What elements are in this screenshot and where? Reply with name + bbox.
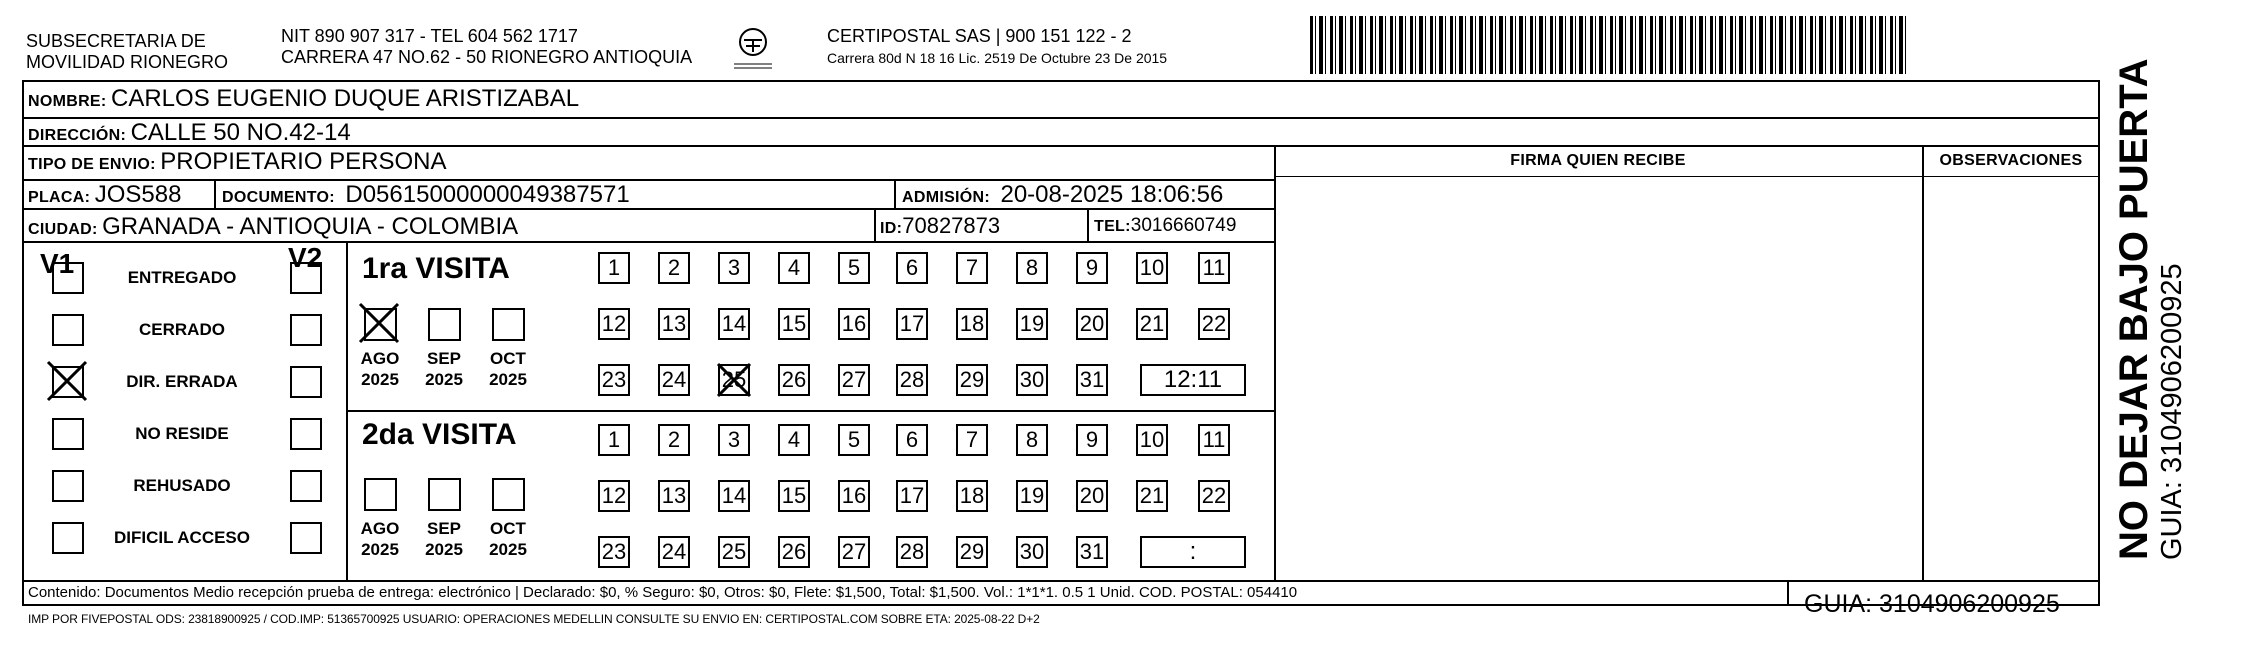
month-checkbox[interactable] — [364, 478, 397, 511]
day-box[interactable]: 12 — [598, 480, 630, 512]
day-box[interactable]: 8 — [1016, 424, 1048, 456]
day-box[interactable]: 30 — [1016, 536, 1048, 568]
day-box[interactable]: 25 — [718, 536, 750, 568]
day-box[interactable]: 16 — [838, 480, 870, 512]
direccion-value: CALLE 50 NO.42-14 — [130, 119, 351, 146]
day-box[interactable]: 23 — [598, 364, 630, 396]
v2-checkbox[interactable] — [290, 366, 322, 398]
v2-checkbox[interactable] — [290, 262, 322, 294]
day-box[interactable]: 20 — [1076, 308, 1108, 340]
org-line1: SUBSECRETARIA DE — [26, 31, 206, 51]
no-dejar-notice: NO DEJAR BAJO PUERTA — [2112, 58, 2156, 560]
side-notice — [2112, 58, 2188, 560]
nombre-value: CARLOS EUGENIO DUQUE ARISTIZABAL — [111, 85, 580, 112]
ciudad-value: GRANADA - ANTIOQUIA - COLOMBIA — [102, 213, 519, 240]
nombre-row — [28, 85, 579, 113]
day-box[interactable]: 6 — [896, 424, 928, 456]
visit1-title: 1ra VISITA — [362, 252, 510, 285]
courier-line2: Carrera 80d N 18 16 Lic. 2519 De Octubre 23 De 2015 — [827, 50, 1168, 66]
status-label: DIFICIL ACCESO — [113, 528, 250, 547]
day-box[interactable]: 3 — [718, 424, 750, 456]
day-box[interactable]: 31 — [1076, 536, 1108, 568]
day-box[interactable]: 17 — [896, 480, 928, 512]
day-box[interactable]: 18 — [956, 308, 988, 340]
month-name: SEP — [426, 349, 462, 368]
month-label — [486, 348, 530, 390]
day-box[interactable]: 5 — [838, 424, 870, 456]
admision-row — [902, 181, 1223, 209]
day-box[interactable]: 9 — [1076, 252, 1108, 284]
day-box[interactable]: 29 — [956, 364, 988, 396]
courier-info — [827, 26, 1167, 67]
day-box[interactable]: 28 — [896, 536, 928, 568]
day-box[interactable]: 26 — [778, 536, 810, 568]
observaciones-header — [1924, 152, 2098, 170]
month-checkbox[interactable] — [492, 308, 525, 341]
day-box[interactable]: 21 — [1136, 308, 1168, 340]
barcode-icon — [1310, 16, 1910, 74]
documento-row — [222, 181, 630, 209]
courier-line1: CERTIPOSTAL SAS | 900 151 122 - 2 — [827, 26, 1132, 46]
org-name — [26, 31, 228, 73]
day-box[interactable]: 26 — [778, 364, 810, 396]
day-box[interactable]: 27 — [838, 364, 870, 396]
day-box[interactable]: 22 — [1198, 308, 1230, 340]
certipostal-logo-icon — [732, 26, 774, 72]
month-year: 2025 — [489, 370, 527, 389]
month-checkbox[interactable] — [428, 478, 461, 511]
day-box[interactable]: 25 — [718, 364, 750, 396]
month-name: OCT — [490, 349, 526, 368]
footer-line2: IMP POR FIVEPOSTAL ODS: 23818900925 / COD.IMP: 51365700925 USUARIO: OPERACIONES MEDELLIN CONSULTE SU ENVIO EN: CERTIPOSTAL.COM SOBRE ETA: 2025-08-22 D+2 — [28, 612, 1040, 626]
day-box[interactable]: 8 — [1016, 252, 1048, 284]
delivery-form — [22, 80, 2100, 626]
month-name: AGO — [360, 519, 400, 538]
day-box[interactable]: 16 — [838, 308, 870, 340]
direccion-row — [28, 119, 351, 147]
id-value: 70827873 — [902, 213, 1001, 238]
admision-label: ADMISIÓN: — [902, 189, 991, 206]
v2-checkbox[interactable] — [290, 470, 322, 502]
day-box[interactable]: 23 — [598, 536, 630, 568]
day-box[interactable]: 31 — [1076, 364, 1108, 396]
month-name: AGO — [360, 349, 400, 368]
v2-checkbox[interactable] — [290, 522, 322, 554]
documento-value: D05615000000049387571 — [345, 181, 630, 208]
day-box[interactable]: 4 — [778, 424, 810, 456]
time-field[interactable]: : — [1140, 536, 1246, 568]
firma-header — [1274, 152, 1922, 170]
placa-row — [28, 181, 181, 209]
day-box[interactable]: 24 — [658, 364, 690, 396]
day-box[interactable]: 21 — [1136, 480, 1168, 512]
month-label — [358, 348, 402, 390]
status-label: ENTREGADO — [127, 268, 237, 287]
day-box[interactable]: 19 — [1016, 308, 1048, 340]
month-checkbox[interactable] — [492, 478, 525, 511]
address-line: CARRERA 47 NO.62 - 50 RIONEGRO ANTIOQUIA — [281, 47, 693, 67]
documento-label: DOCUMENTO: — [222, 189, 335, 206]
day-box[interactable]: 14 — [718, 480, 750, 512]
visit2-title: 2da VISITA — [362, 418, 517, 451]
id-row — [880, 213, 1000, 239]
day-box[interactable]: 13 — [658, 308, 690, 340]
month-label — [486, 518, 530, 560]
x-mark-icon — [358, 302, 400, 344]
day-box[interactable]: 20 — [1076, 480, 1108, 512]
x-mark-icon — [716, 362, 752, 398]
status-label: REHUSADO — [133, 476, 231, 495]
day-box[interactable]: 15 — [778, 308, 810, 340]
day-box[interactable]: 15 — [778, 480, 810, 512]
day-box[interactable]: 14 — [718, 308, 750, 340]
placa-value: JOS588 — [94, 181, 182, 208]
month-label — [422, 348, 466, 390]
day-box[interactable]: 22 — [1198, 480, 1230, 512]
day-box[interactable]: 1 — [598, 424, 630, 456]
v1-checkbox[interactable] — [52, 418, 84, 450]
nombre-label: NOMBRE: — [28, 93, 107, 110]
day-box[interactable]: 2 — [658, 252, 690, 284]
v1-label: V1 — [40, 248, 75, 279]
day-box[interactable]: 7 — [956, 424, 988, 456]
v2-checkbox[interactable] — [290, 314, 322, 346]
month-year: 2025 — [425, 540, 463, 559]
v1-checkbox[interactable] — [52, 314, 84, 346]
day-box[interactable]: 11 — [1198, 252, 1230, 284]
month-name: OCT — [490, 519, 526, 538]
day-box[interactable]: 29 — [956, 536, 988, 568]
ciudad-row — [28, 213, 518, 241]
month-checkbox[interactable] — [428, 308, 461, 341]
day-box[interactable]: 1 — [598, 252, 630, 284]
day-box[interactable]: 2 — [658, 424, 690, 456]
direccion-label: DIRECCIÓN: — [28, 127, 127, 144]
admision-value: 20-08-2025 18:06:56 — [1000, 181, 1224, 208]
day-box[interactable]: 28 — [896, 364, 928, 396]
day-box[interactable]: 9 — [1076, 424, 1108, 456]
day-box[interactable]: 27 — [838, 536, 870, 568]
day-box[interactable]: 5 — [838, 252, 870, 284]
placa-label: PLACA: — [28, 189, 91, 206]
id-label: ID: — [880, 220, 903, 237]
v1-checkbox[interactable] — [52, 470, 84, 502]
tel-value: 3016660749 — [1130, 215, 1237, 236]
day-box[interactable]: 7 — [956, 252, 988, 284]
day-box[interactable]: 6 — [896, 252, 928, 284]
footer-line1: Contenido: Documentos Medio recepción prueba de entrega: electrónico | Declarado: $0, % Seguro: $0, Otros: $0, Flete: $1,500, Total: $1,500. Vol.: 1*1*1. 0.5 1 Unid. COD. POSTAL: 054410 — [28, 584, 1298, 601]
day-box[interactable]: 4 — [778, 252, 810, 284]
month-year: 2025 — [361, 540, 399, 559]
tipo-value: PROPIETARIO PERSONA — [160, 148, 447, 175]
day-box[interactable]: 3 — [718, 252, 750, 284]
side-guia: GUIA: 3104906200925 — [2156, 263, 2188, 560]
month-year: 2025 — [361, 370, 399, 389]
day-box[interactable]: 10 — [1136, 424, 1168, 456]
tipo-label: TIPO DE ENVIO: — [28, 156, 156, 173]
month-label — [358, 518, 402, 560]
org-line2: MOVILIDAD RIONEGRO — [26, 52, 229, 72]
v1-checkbox[interactable] — [52, 262, 84, 294]
day-box[interactable]: 10 — [1136, 252, 1168, 284]
day-box[interactable]: 19 — [1016, 480, 1048, 512]
month-name: SEP — [426, 519, 462, 538]
day-box[interactable]: 13 — [658, 480, 690, 512]
v2-checkbox[interactable] — [290, 418, 322, 450]
v1-checkbox[interactable] — [52, 522, 84, 554]
day-box[interactable]: 18 — [956, 480, 988, 512]
x-mark-icon — [46, 360, 88, 402]
tel-label: TEL: — [1094, 218, 1131, 235]
status-label: NO RESIDE — [135, 424, 229, 443]
firma-label: FIRMA QUIEN RECIBE — [1510, 152, 1686, 169]
day-box[interactable]: 24 — [658, 536, 690, 568]
nit-line: NIT 890 907 317 - TEL 604 562 1717 — [281, 26, 578, 46]
status-label: CERRADO — [139, 320, 225, 339]
v2-label: V2 — [288, 242, 323, 273]
month-label — [422, 518, 466, 560]
footer-guia: GUIA: 3104906200925 — [1804, 590, 2060, 618]
month-year: 2025 — [425, 370, 463, 389]
day-box[interactable]: 12 — [598, 308, 630, 340]
day-box[interactable]: 11 — [1198, 424, 1230, 456]
tipo-row — [28, 148, 447, 176]
tel-row — [1094, 215, 1236, 237]
month-year: 2025 — [489, 540, 527, 559]
day-box[interactable]: 30 — [1016, 364, 1048, 396]
time-field[interactable]: 12:11 — [1140, 364, 1246, 396]
org-contact — [281, 26, 692, 68]
observaciones-label: OBSERVACIONES — [1939, 152, 2083, 169]
day-box[interactable]: 17 — [896, 308, 928, 340]
ciudad-label: CIUDAD: — [28, 221, 98, 238]
status-label: DIR. ERRADA — [126, 372, 238, 391]
